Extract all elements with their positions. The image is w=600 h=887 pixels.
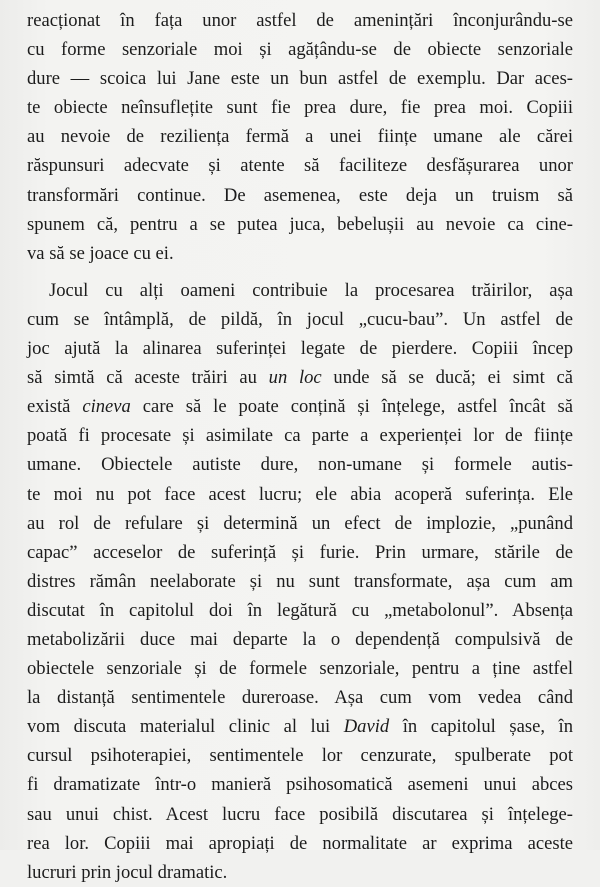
paragraph-2 (27, 276, 573, 887)
text-line: umane. Obiectele autiste dure, non-umane și formele autis- (27, 454, 573, 476)
text-line: lucruri prin jocul dramatic. (27, 861, 228, 883)
text-line: reacționat în fața unor astfel de amenințări înconjurându-se (27, 10, 573, 31)
text-line: Jocul cu alți oameni contribuie la procesarea trăirilor, așa (49, 279, 573, 301)
text-line: răspunsuri adecvate și atente să faciliteze desfășurarea unor (27, 155, 573, 177)
text-line: au rol de refulare și determină un efect de implozie, „punând (27, 512, 573, 534)
text-line: transformări continue. De asemenea, este deja un truism să (27, 184, 573, 206)
text-line: spunem că, pentru a se putea juca, bebelușii au nevoie ca cine- (27, 213, 573, 235)
text-line: au nevoie de reziliența fermă a unei ființe umane ale cărei (27, 126, 573, 148)
text-line: va să se joace cu ei. (27, 242, 174, 264)
text-line: te moi nu pot face acest lucru; ele abia acoperă suferința. Ele (27, 483, 573, 505)
text-line: cu forme senzoriale moi și agățându-se de obiecte senzoriale (27, 39, 573, 61)
text-line: discutat în capitolul doi în legătură cu „metabolonul”. Absența (27, 599, 573, 621)
text-line: obiectele senzoriale și de formele senzoriale, pentru a ține astfel (27, 658, 573, 680)
text-line: cursul psihoterapiei, sentimentele lor cenzurate, spulberate pot (27, 745, 573, 767)
italic-text: un loc (268, 367, 322, 389)
text-line: poată fi procesate și asimilate ca parte a experienței lor de ființe (27, 425, 573, 447)
text-line: capac” acceselor de suferință și furie. Prin urmare, stările de (27, 541, 573, 563)
text-line: cum se întâmplă, de pildă, în jocul „cucu-bau”. Un astfel de (27, 308, 573, 330)
text-line: fi dramatizate într-o manieră psihosomatică asemeni unui abces (27, 774, 573, 796)
text-line: sau unui chist. Acest lucru face posibilă discutarea și înțelege- (27, 803, 573, 825)
text-line: metabolizării duce mai departe la o dependență compulsivă de (27, 628, 573, 650)
text-line: te obiecte neînsuflețite sunt fie prea dure, fie prea moi. Copiii (27, 97, 573, 119)
text-line: dure — scoica lui Jane este un bun astfel de exemplu. Dar aces- (27, 68, 573, 90)
text-line: joc ajută la alinarea suferinței legate de pierdere. Copiii încep (27, 338, 573, 360)
text-line: să simtă că aceste trăiri au un loc unde să se ducă; ei simt că (27, 367, 573, 389)
text-line: vom discuta materialul clinic al lui David în capitolul șase, în (27, 716, 573, 738)
text-line: distres rămân neelaborate și nu sunt transformate, așa cum am (27, 570, 573, 592)
text-line: există cineva care să le poate conțină și înțelege, astfel încât să (27, 396, 573, 418)
italic-text: cineva (82, 396, 131, 418)
body-text (27, 6, 573, 887)
italic-text: David (343, 716, 390, 738)
text-line: la distanță sentimentele dureroase. Așa cum vom vedea când (27, 687, 573, 709)
text-line: rea lor. Copiii mai apropiați de normalitate ar exprima aceste (27, 832, 573, 854)
paragraph-1 (27, 6, 573, 268)
